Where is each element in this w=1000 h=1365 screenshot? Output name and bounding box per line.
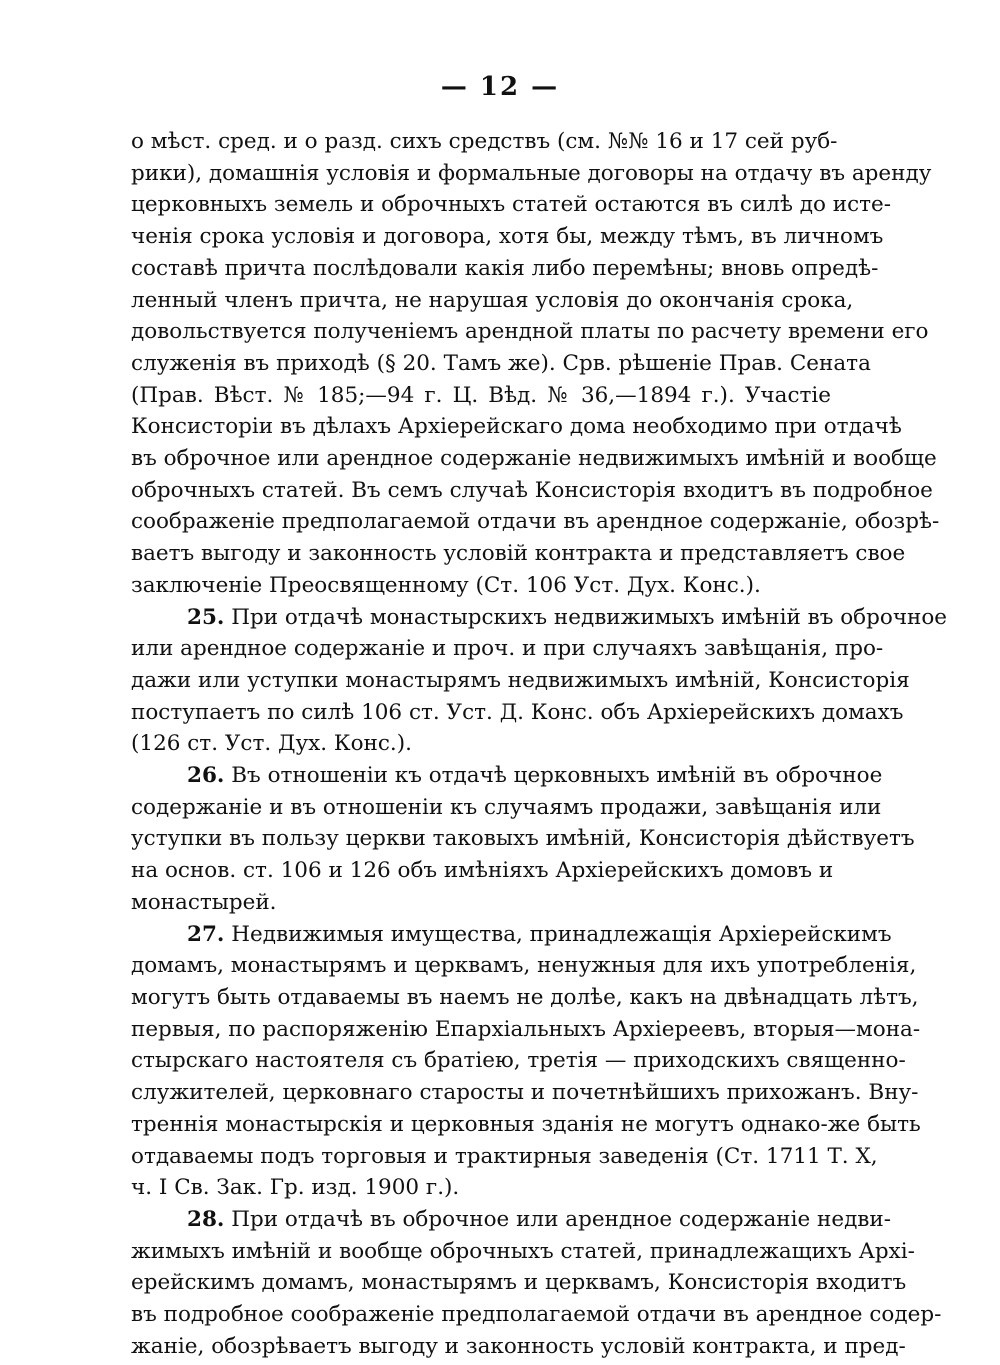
text-line: отдаваемы подъ торговыя и трактирныя заведенія (Ст. 1711 Т. X, <box>131 1143 878 1169</box>
text-line: въ оброчное или арендное содержаніе недвижимыхъ имѣній и вообще <box>131 446 937 472</box>
paragraph-25 <box>131 602 948 761</box>
text-line: о мѣст. сред. и о разд. сихъ средствъ (см. №№ 16 и 17 сей руб- <box>131 129 838 154</box>
text-line: или арендное содержаніе и проч. и при случаяхъ завѣщанія, про- <box>131 636 884 662</box>
paragraph-27 <box>131 919 921 1204</box>
text-line: ленный членъ причта, не нарушая условія до окончанія срока, <box>131 287 854 313</box>
text-line <box>131 919 892 951</box>
text-line: ерейскимъ домамъ, монастырямъ и церквамъ, Консисторія входитъ <box>131 1270 907 1296</box>
text-line: содержаніе и въ отношеніи къ случаямъ продажи, завѣщанія или <box>131 794 882 820</box>
text-line: довольствуется полученіемъ арендной платы по расчету времени его <box>131 319 929 345</box>
text-line <box>131 602 948 634</box>
text-line: рики), домашнія условія и формальные договоры на отдачу въ аренду <box>131 160 932 186</box>
text-line: (126 ст. Уст. Дух. Конс.). <box>131 731 412 757</box>
line-text: При отдачѣ въ оброчное или арендное содержаніе недви- <box>231 1206 892 1232</box>
line-text: Въ отношеніи къ отдачѣ церковныхъ имѣній въ оброчное <box>231 763 883 789</box>
text-line: ч. I Св. Зак. Гр. изд. 1900 г.). <box>131 1175 460 1201</box>
text-line: первыя, по распоряженію Епархіальныхъ Архіереевъ, вторыя—мона- <box>131 1016 921 1042</box>
text-line: жимыхъ имѣній и вообще оброчныхъ статей, принадлежащихъ Архі- <box>131 1238 915 1264</box>
text-line: служителей, церковнаго старосты и почетнѣйшихъ прихожанъ. Вну- <box>131 1080 919 1106</box>
text-line: оброчныхъ статей. Въ семъ случаѣ Консисторія входитъ въ подробное <box>131 477 933 503</box>
paragraph-number: 25. <box>187 604 225 630</box>
text-line: поступаетъ по силѣ 106 ст. Уст. Д. Конс. объ Архіерейскихъ домахъ <box>131 699 904 725</box>
text-line: треннія монастырскія и церковныя зданія не могутъ однако-же быть <box>131 1111 921 1137</box>
paragraph-number: 28. <box>187 1206 225 1232</box>
text-line: стырскаго настоятеля съ братіею, третія — приходскихъ священно- <box>131 1048 906 1074</box>
line-text: При отдачѣ монастырскихъ недвижимыхъ имѣній въ оброчное <box>231 604 948 630</box>
text-line: составѣ причта послѣдовали какія либо перемѣны; вновь опредѣ- <box>131 255 879 281</box>
text-line: могутъ быть отдаваемы въ наемъ не долѣе, какъ на двѣнадцать лѣтъ, <box>131 984 919 1010</box>
text-line: ченія срока условія и договора, хотя бы, между тѣмъ, въ личномъ <box>131 224 884 250</box>
text-line: служенія въ приходѣ (§ 20. Тамъ же). Срв. рѣшеніе Прав. Сената <box>131 350 871 376</box>
text-line: заключеніе Преосвященному (Ст. 106 Уст. Дух. Конс.). <box>131 572 761 598</box>
page-number: — 12 — <box>440 72 560 102</box>
text-line <box>131 760 883 792</box>
text-line: въ подробное соображеніе предполагаемой отдачи въ арендное содер- <box>131 1302 942 1328</box>
text-line: ваетъ выгоду и законность условій контракта и представляетъ свое <box>131 541 906 567</box>
text-line: дажи или уступки монастырямъ недвижимыхъ имѣній, Консисторія <box>131 667 910 693</box>
text-line: соображеніе предполагаемой отдачи въ арендное содержаніе, обозрѣ- <box>131 509 940 535</box>
text-line: монастырей. <box>131 889 277 915</box>
paragraph-number: 26. <box>187 763 225 789</box>
text-line: домамъ, монастырямъ и церквамъ, ненужныя для ихъ употребленія, <box>131 953 917 979</box>
text-body <box>131 126 948 1362</box>
text-line: уступки въ пользу церкви таковыхъ имѣній, Консисторія дѣйствуетъ <box>131 826 915 852</box>
text-line: (Прав. Вѣст. № 185;—94 г. Ц. Вѣд. № 36,—1894 г.). Участіе <box>131 382 831 408</box>
line-text: Недвижимыя имущества, принадлежащія Архіерейскимъ <box>231 921 892 947</box>
continuation-paragraph <box>131 126 940 602</box>
text-line: жаніе, обозрѣваетъ выгоду и законность условій контракта, и пред- <box>131 1333 906 1359</box>
paragraph-26 <box>131 760 915 919</box>
paragraph-28 <box>131 1204 942 1363</box>
paragraph-number: 27. <box>187 921 225 947</box>
text-line <box>131 1204 892 1236</box>
text-line: церковныхъ земель и оброчныхъ статей остаются въ силѣ до исте- <box>131 192 892 218</box>
text-line: на основ. ст. 106 и 126 объ имѣніяхъ Архіерейскихъ домовъ и <box>131 858 834 884</box>
text-line: Консисторіи въ дѣлахъ Архіерейскаго дома необходимо при отдачѣ <box>131 414 902 440</box>
